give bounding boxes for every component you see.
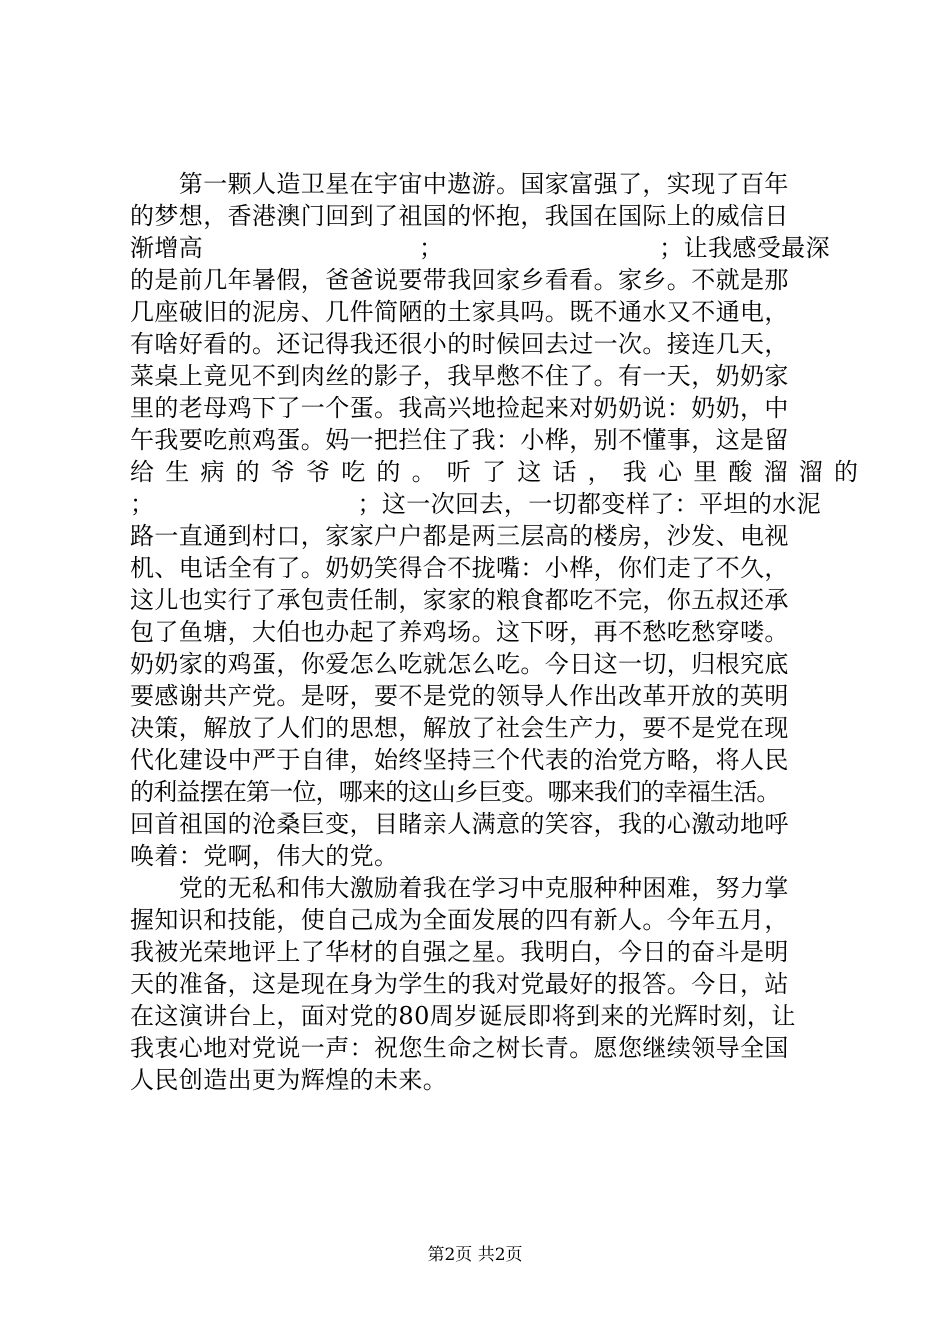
text-line: 决策，解放了人们的思想，解放了社会生产力，要不是党在现 bbox=[130, 714, 789, 742]
text-fragment: ；让我感受最深 bbox=[659, 234, 830, 262]
text-line: 的是前几年暑假，爸爸说要带我回家乡看看。家乡。不就是那 bbox=[130, 266, 789, 294]
text-line: 给生病的爷爷吃的。听了这话，我心里酸溜溜的 bbox=[130, 458, 870, 486]
text-line: 几座破旧的泥房、几件简陋的土家具吗。既不通水又不通电， bbox=[130, 298, 789, 326]
body-text bbox=[130, 168, 870, 1096]
text-fragment: ； bbox=[418, 234, 444, 262]
text-line: 路一直通到村口，家家户户都是两三层高的楼房，沙发、电视 bbox=[130, 522, 789, 550]
text-line: 里的老母鸡下了一个蛋。我高兴地捡起来对奶奶说：奶奶，中 bbox=[130, 394, 789, 422]
text-line bbox=[130, 232, 830, 264]
page-number-label: 第2页 共2页 bbox=[427, 1245, 523, 1265]
text-line: 天的准备，这是现在身为学生的我对党最好的报答。今日，站 bbox=[130, 970, 789, 998]
page-footer bbox=[0, 1244, 950, 1266]
text-line bbox=[130, 488, 830, 520]
text-line: 党的无私和伟大激励着我在学习中克服种种困难，努力掌 bbox=[130, 874, 789, 902]
text-fragment: ；这一次回去，一切都变样了：平坦的水泥 bbox=[357, 490, 822, 518]
text-line: 奶奶家的鸡蛋，你爱怎么吃就怎么吃。今日这一切，归根究底 bbox=[130, 650, 789, 678]
text-line: 人民创造出更为辉煌的未来。 bbox=[130, 1066, 448, 1094]
text-line: 回首祖国的沧桑巨变，目睹亲人满意的笑容，我的心激动地呼 bbox=[130, 810, 789, 838]
text-line: 第一颗人造卫星在宇宙中遨游。国家富强了，实现了百年 bbox=[130, 170, 789, 198]
text-line: 机、电话全有了。奶奶笑得合不拢嘴：小桦，你们走了不久， bbox=[130, 554, 789, 582]
text-line: 握知识和技能，使自己成为全面发展的四有新人。今年五月， bbox=[130, 906, 789, 934]
text-line: 代化建设中严于自律，始终坚持三个代表的治党方略，将人民 bbox=[130, 746, 789, 774]
text-line: 在这演讲台上，面对党的80周岁诞辰即将到来的光辉时刻，让 bbox=[130, 1002, 796, 1030]
text-line: 午我要吃煎鸡蛋。妈一把拦住了我：小桦，别不懂事，这是留 bbox=[130, 426, 789, 454]
text-line: 唤着：党啊，伟大的党。 bbox=[130, 842, 399, 870]
text-line: 菜桌上竟见不到肉丝的影子，我早憋不住了。有一天，奶奶家 bbox=[130, 362, 789, 390]
text-line: 要感谢共产党。是呀，要不是党的领导人作出改革开放的英明 bbox=[130, 682, 789, 710]
text-line: 我被光荣地评上了华材的自强之星。我明白，今日的奋斗是明 bbox=[130, 938, 789, 966]
text-line: 的梦想，香港澳门回到了祖国的怀抱，我国在国际上的威信日 bbox=[130, 202, 789, 230]
text-line: 有啥好看的。还记得我还很小的时候回去过一次。接连几天， bbox=[130, 330, 789, 358]
text-line: 我衷心地对党说一声：祝您生命之树长青。愿您继续领导全国 bbox=[130, 1034, 789, 1062]
text-fragment: 渐增高 bbox=[130, 234, 204, 262]
text-line: 包了鱼塘，大伯也办起了养鸡场。这下呀，再不愁吃愁穿喽。 bbox=[130, 618, 789, 646]
text-fragment: ； bbox=[130, 490, 155, 518]
text-line: 这儿也实行了承包责任制，家家的粮食都吃不完，你五叔还承 bbox=[130, 586, 789, 614]
text-line: 的利益摆在第一位，哪来的这山乡巨变。哪来我们的幸福生活。 bbox=[130, 778, 780, 806]
